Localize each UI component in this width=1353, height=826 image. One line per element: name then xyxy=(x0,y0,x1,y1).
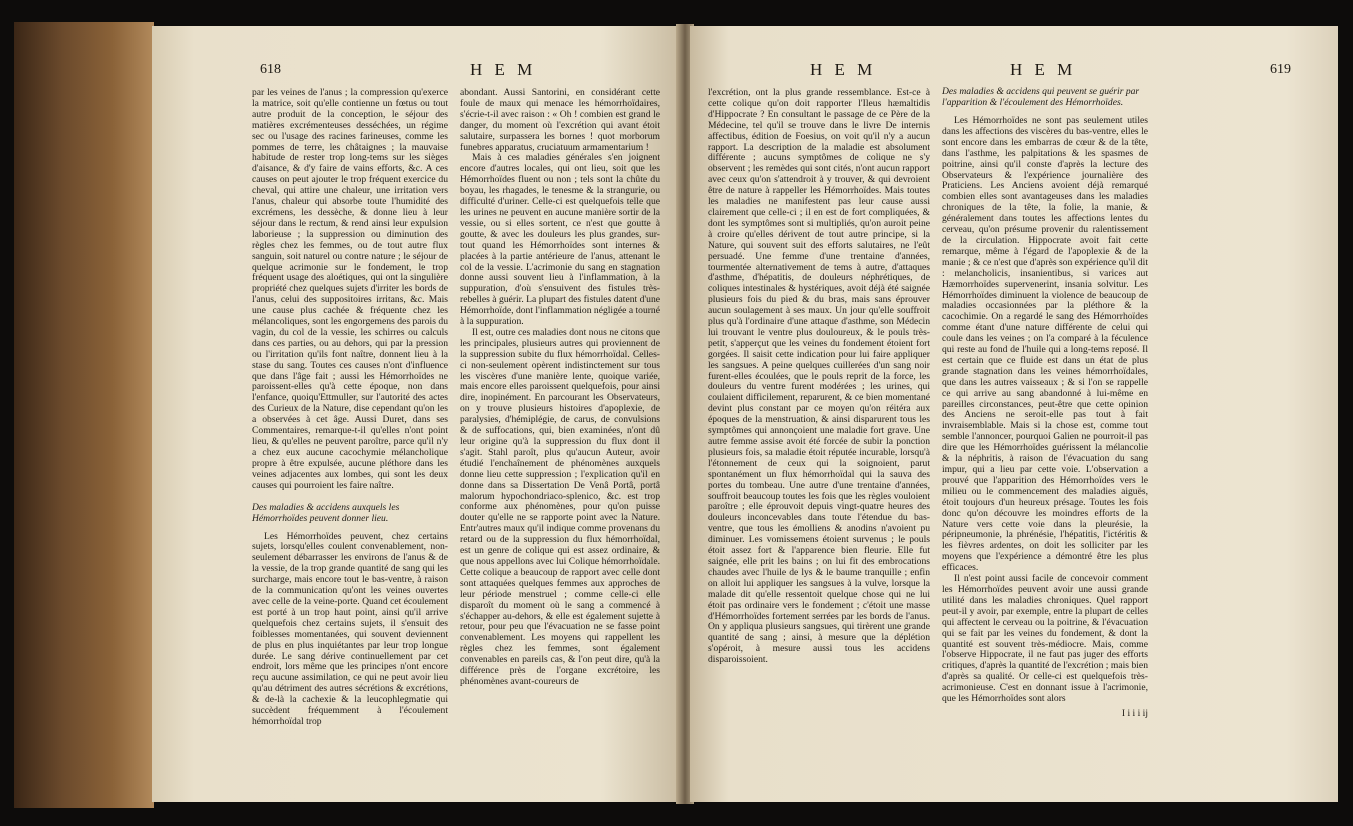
paragraph: abondant. Aussi Santorini, en considérant cette foule de maux qui menace les hémorrhoïdaires, s'écrie-t-il avec raison : « Oh ! combien est grand le danger, du moment où l'excrétion qui avant étoit salutaire, surpassera les bornes ! quot morborum funebres apparatus, cruciatuum armamentarium ! xyxy=(460,87,660,153)
paragraph: par les veines de l'anus ; la compression qu'exerce la matrice, soit qu'elle contienne un fœtus ou tout autre produit de la conception, le séjour des matières excrémenteuses desséchées, un régime sec ou l'usage des racines farineuses, comme les pommes de terre, les châtaignes ; la mauvaise habitude de rester trop long-tems sur les sièges d'aisance, & d'y faire de vains efforts, &c. A ces causes on peut ajouter le trop fréquent exercice du cheval, qui attire une chaleur, une irritation vers l'anus, chaleur qui absorbe toute l'humidité des excrémens, les dessèche, & donne lieu à leur séjour dans le rectum, & rend ainsi leur expulsion laborieuse ; la suppression ou diminution des règles chez les femmes, ou de tout autre flux sanguin, soit naturel ou contre nature ; le séjour de quelque acrimonie sur le fondement, le trop fréquent usage des aloétiques, qui ont la singulière propriété chez quelques sujets d'irriter les bords de l'anus, celui des suppositoires irritans, &c. Mais une cause plus cachée & fréquente chez les mélancoliques, sont les engorgemens des parois du vagin, du col de la vessie, les schirres ou calculs dans ces parties, ou au dehors, qui par la pression ou l'irritation qu'ils font naître, donnent lieu à la stase du sang. Toutes ces causes n'ont d'influence que dans l'âge fait ; aussi les Hémorrhoïdes ne paroissent-elles qu'à cette époque, non dans l'enfance, quoiqu'Ettmuller, sur l'autorité des actes des Curieux de la Nature, dise cependant qu'on les a observées à cet âge. Aussi Duret, dans ses Commentaires, remarque-t-il qu'elles n'ont point lieu, & qu'elles ne peuvent paroître, parce qu'il n'y a chez eux aucune cacochymie mélancholique propre à être expulsée, aucune pléthore dans les veines adjacentes aux lombes, qui sont les deux causes qui pourroient les faire naître. xyxy=(252,87,448,491)
printer-signature: I i i i ij xyxy=(1121,707,1148,719)
paragraph: Mais à ces maladies générales s'en joignent encore d'autres locales, qui ont lieu, soit que les Hémorrhoïdes fluent ou non ; tels sont la chûte du boyau, les rhagades, le tenesme & la strangurie, ou difficulté d'uriner. Celle-ci est quelquefois telle que les urines ne peuvent en aucune manière sortir de la vessie, ou si elles sortent, ce n'est que goutte à goutte, & avec les douleurs les plus grandes, sur-tout quand les Hémorrhoïdes sont internes & placées à la partie antérieure de l'anus, attenant le col de la vessie. L'acrimonie du sang en stagnation donne aussi souvent lieu à l'inflammation, à la suppuration, d'où s'ensuivent des fistules très-rebelles à guérir. La plupart des fistules datent d'une Hémorrhoïde, dont l'inflammation négligée a tourné à la suppuration. xyxy=(460,152,660,328)
book-spine-edge xyxy=(14,22,154,808)
running-head-left: H E M xyxy=(470,60,537,79)
running-head-right-2: H E M xyxy=(1010,60,1077,79)
left-page xyxy=(152,26,680,802)
page-number-right: 619 xyxy=(1270,62,1291,77)
left-column-2 xyxy=(460,88,660,688)
section-subheading: Des maladies & accidens qui peuvent se guérir par l'apparition & l'écoulement des Hémorrhoïdes. xyxy=(942,86,1140,108)
paragraph: l'excrétion, ont la plus grande ressemblance. Est-ce à cette colique qu'on doit rapporter l'Ileus hæmaltidis d'Hippocrate ? En consultant le passage de ce Père de la Médecine, tel qu'il se trouve dans le livre De internis affectibus, édition de Foesius, on voit qu'il n'y a aucun rapport. La description de la maladie est absolument différente ; aucuns symptômes de colique ne s'y observent ; les remèdes qui sont cités, n'ont aucun rapport avec ceux qu'on s'attendroit à y trouver, & qui devroient être de nature à rappeller les Hémorrhoïdes. Mais toutes les maladies ne manifestent pas leur cause aussi clairement que celle-ci ; il en est de fort compliquées, & dont les symptômes sont si multipliés, qu'on auroit peine à croire qu'elles dérivent de tout autre principe, si la Nature, qui souvent suit des efforts salutaires, ne l'eût persuadé. Une femme d'une trentaine d'années, tourmentée alternativement de tems à autre, d'attaques d'asthme, d'hépatitis, de douleurs néphrétiques, de coliques intestinales & hystériques, avoit déjà été saignée plusieurs fois du pied & du bras, mais sans éprouver aucun soulagement à ses maux. Un jour qu'elle souffroit plus qu'à l'ordinaire d'une attaque d'asthme, son Médecin lui trouvant le ventre plus douloureux, & le pouls très-petit, s'apperçut que les veines du fondement étoient fort gorgées. Il saisit cette indication pour lui faire appliquer les sangsues. A peine quelques cuillerées d'un sang noir furent-elles écoulées, que le pouls reprit de la force, les douleurs du ventre furent modérées ; les urines, qui coulaient difficilement, reparurent, & ce bien momentané devint plus constant par ce moyen qu'on réitéra aux époques de la menstruation, & ainsi disparurent tous les symptômes qui annonçoient une maladie fort grave. Une autre femme assise avoit été forcée de subir la ponction plusieurs fois, sa maladie étoit réputée incurable, lorsqu'à l'étonnement de ceux qui la soignoient, parut spontanément un flux hémorrhoïdal qui la sauva des portes du tombeau. Une autre d'une trentaine d'années, souffroit beaucoup toutes les fois que les règles vouloient paroître ; elle éprouvoit depuis vingt-quatre heures des douleurs inconcevables dans toute l'étendue du bas-ventre, que tous les émolliens & anodins n'avoient pu diminuer. Les vomissemens étoient survenus ; le pouls étoit assez fort & l'apparence bien fleurie. Elle fut saignée, elle prit les bains ; on lui fit des embrocations chaudes avec l'huile de lys & le baume tranquille ; enfin on alloit lui appliquer les sangsues à la vulve, lorsque la malade dit qu'elle ressentoit quelque chose qui ne lui étoit pas ordinaire vers le fondement ; c'étoit une masse d'Hémorrhoïdes fortement serrées par les bords de l'anus. On y appliqua plusieurs sangsues, qui tirèrent une grande quantité de sang ; ainsi, à mesure que la déplétion s'opéroit, à mesure aussi tous les accidens disparoissoient. xyxy=(708,87,930,666)
paragraph: Il n'est point aussi facile de concevoir comment les Hémorrhoïdes peuvent avoir une aussi grande utilité dans les maladies chroniques. Quel rapport peut-il y avoir, par exemple, entre la plupart de celles qui affectent le cerveau ou la poitrine, & l'évacuation qui se fait par les veines du fondement, & dont la quantité est souvent très-médiocre. Mais, comme l'observe Hippocrate, il ne faut pas juger des efforts critiques, d'après la quantité de l'excrétion ; mais bien d'après sa qualité. Or celle-ci est quelquefois très-acrimonieuse. C'est en donnant issue à l'acrimonie, que les Hémorrhoïdes sont alors xyxy=(942,573,1148,705)
right-column-1 xyxy=(708,88,930,666)
running-head-right-1: H E M xyxy=(810,60,877,79)
left-column-1 xyxy=(252,88,448,728)
paragraph: Il est, outre ces maladies dont nous ne citons que les principales, plusieurs autres qui proviennent de la suppression subite du flux hémorrhoïdal. Celles-ci non-seulement opèrent indistinctement sur tous les viscères d'une manière lente, quoique variée, mais encore elles paroissent quelquefois, pour ainsi dire, inopinément. En parcourant les Observateurs, on y trouve plusieurs histoires d'apoplexie, de paralysies, d'hémiplégie, de carus, de convulsions & de suffocations, qui, bien examinées, n'ont dû leur origine qu'à la suppression du flux dont il s'agit. Stahl paroît, plus qu'aucun Auteur, avoir étudié l'enchaînement de phénomènes auxquels donne lieu cette suppression ; l'explication qu'il en donne dans sa Dissertation De Venâ Portâ, portâ malorum hypochondriaco-splenico, &c. est trop conforme aux phénomènes, pour qu'on puisse douter qu'elle ne se rapporte point avec la Nature. Entr'autres maux qu'il indique comme provenans du retard ou de la suppression du flux hémorrhoïdal, est un genre de colique qui est assez ordinaire, & que nous appellons avec lui Colique hémorrhoïdale. Cette colique a beaucoup de rapport avec celle dont sont attaquées quelques femmes aux approches de leur période menstruel ; comme celle-ci elle disparoît du moment où le sang a commencé à s'échapper au-dehors, & elle est également sujette à retour, pour peu que l'évacuation ne se fasse point convenablement. Les moyens qui rappellent les règles chez les femmes, sont également convenables en pareils cas, & l'on peut dire, qu'à la différence près de l'organe excrétoire, les phénomènes avant-coureurs de xyxy=(460,326,660,687)
right-column-2 xyxy=(942,86,1148,720)
right-page xyxy=(690,26,1338,802)
paragraph: Les Hémorrhoïdes peuvent, chez certains sujets, lorsqu'elles coulent convenablement, non-seulement débarrasser les environs de l'anus & de la vessie, de la trop grande quantité de sang qui les surcharge, mais encore tout le bas-ventre, à raison de la communication qu'ont les veines ouvertes avec celle de la veine-porte. Quand cet écoulement est porté à un trop haut point, ainsi qu'il arrive quelquefois chez certains sujets, il s'ensuit des foiblesses momentanées, qui souvent deviennent de plus en plus inquiétantes par leur trop longue durée. Le sang dérive continuellement par cet endroit, lors même que les principes n'ont encore reçu aucune assimilation, ce qui ne peut avoir lieu qu'au détriment des autres sécrétions & excrétions, & de-là la cachexie & la leucophlegmatie qui succèdent fréquemment à l'écoulement hémorrhoïdal trop xyxy=(252,530,448,727)
page-number-left: 618 xyxy=(260,62,281,77)
paragraph: Les Hémorrhoïdes ne sont pas seulement utiles dans les affections des viscères du bas-ventre, elles le sont encore dans les embarras de cœur & de la tête, dans l'asthme, les palpitations & les spasmes de poitrine, ainsi qu'il conste d'après la lecture des Observateurs & l'expérience journalière des Praticiens. Les Anciens avoient déjà remarqué combien elles sont avantageuses dans les maladies chroniques de la tête, la folie, la manie, & généralement dans toutes les affections lentes du cerveau, qu'on présume provenir du ralentissement de la circulation. Hippocrate avoit fait cette remarque, même à l'égard de l'apoplexie & de la manie ; & ce n'est que d'après son expérience qu'il dit : melancholicis, insanientibus, si varices aut Hæmorrhoïdes supervenerint, insania solvitur. Les Hémorrhoïdes diminuent la violence de beaucoup de maladies occasionnées par la pléthore & la cacochimie. On a regardé le sang des Hémorrhoïdes comme étant d'une nature différente de celui qui coule dans les veines ; on l'a comparé à la féculence qui reste au fond de l'huile qui a long-tems reposé. Il est certain que ce fluide est dans un état de plus grande stagnation dans les veines hémorrhoïdales, que dans les autres vaisseaux ; & si l'on se rappelle ce qui arrive au sang abandonné à lui-même en pareilles circonstances, peut-être que cette opinion des Anciens ne seroit-elle pas tout à fait invraisemblable. Mais si la chose est, comme tout semble l'annoncer, pourquoi Galien ne pourroit-il pas dire que les Hémorrhoïdes guérissent la mélancolie & la néphritis, à raison de l'évacuation du sang impur, qui a lieu par cette voie. L'observation a prouvé que l'apparition des Hémorrhoïdes vers le milieu ou le commencement des maladies aiguës, étoit toujours d'un heureux présage. Toutes les fois donc qu'on découvre les moindres efforts de la Nature vers cette voie dans la pleurésie, la péripneumonie, la phrénésie, l'hépatitis, l'ictéritis & les fièvres ardentes, on doit les solliciter par les moyens que l'expérience a démontré être les plus efficaces. xyxy=(942,115,1148,574)
section-subheading: Des maladies & accidens auxquels les Hémorrhoïdes peuvent donner lieu. xyxy=(252,501,400,524)
